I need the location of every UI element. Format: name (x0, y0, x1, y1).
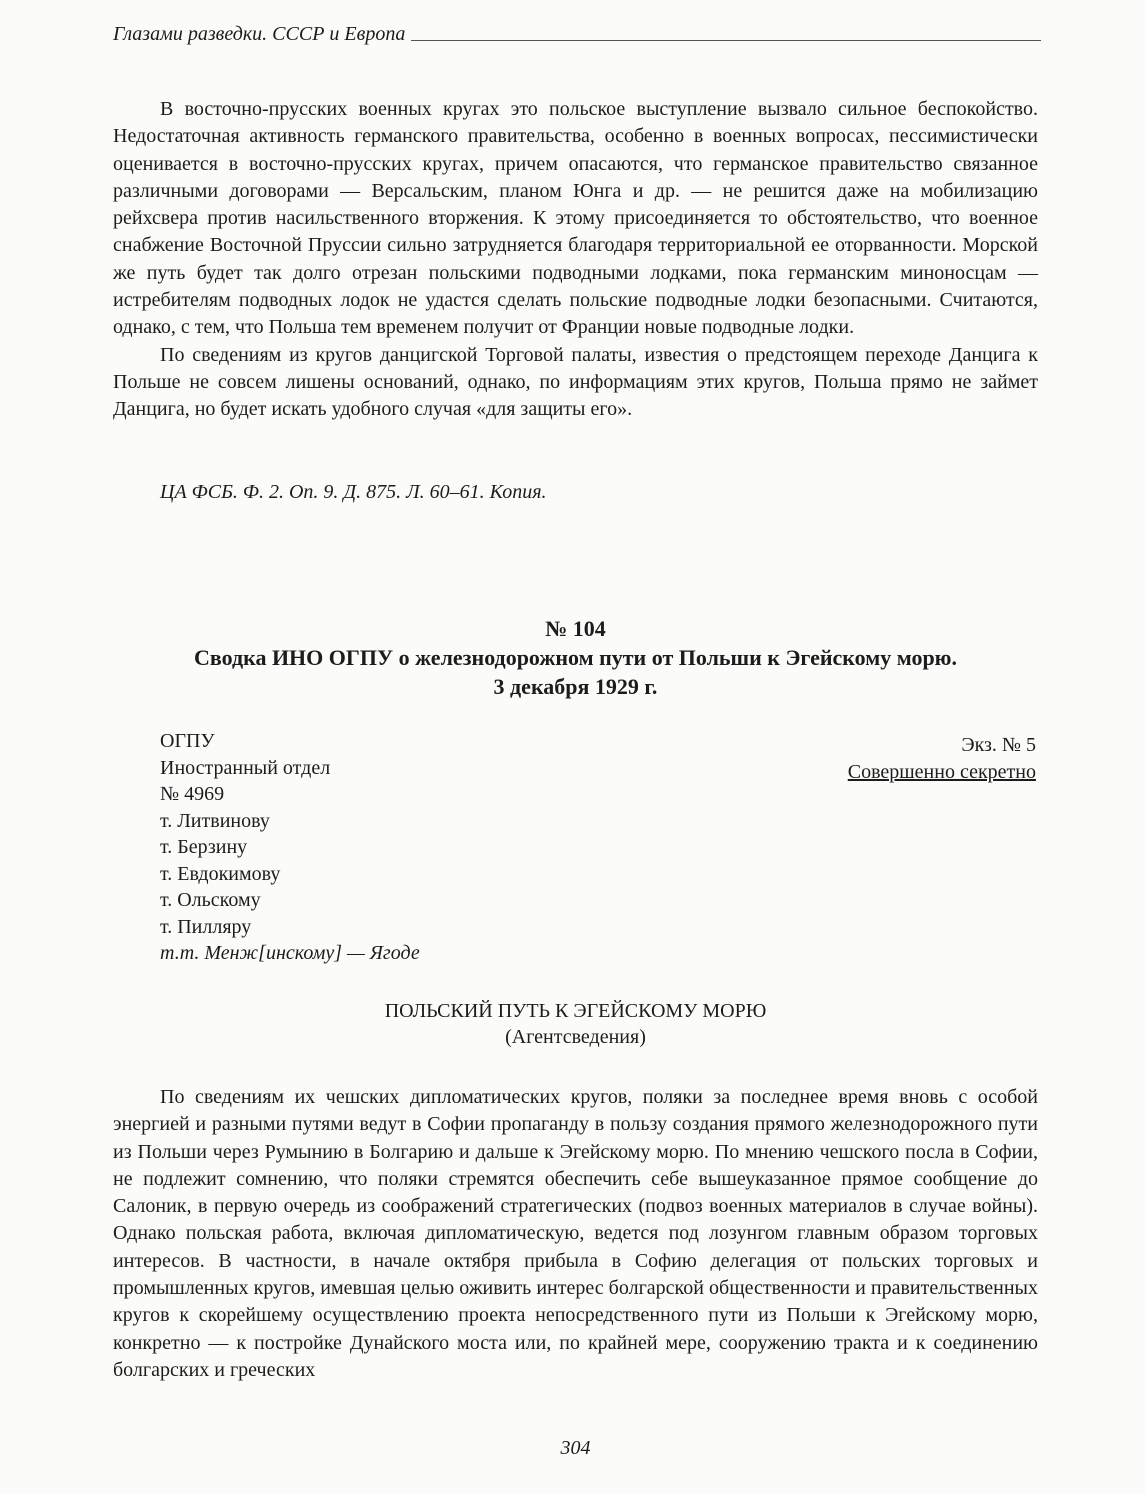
document-date: 3 декабря 1929 г. (493, 674, 658, 699)
department-name: Иностранный отдел (160, 756, 331, 779)
page-number: 304 (560, 1437, 591, 1459)
recipient: т. Литвинову (160, 809, 270, 832)
bottom-text-block (113, 1084, 1038, 1384)
recipient-italic: т.т. Менж[инскому] — Ягоде (160, 942, 420, 964)
section-heading (113, 998, 1038, 1050)
header-rule (411, 40, 1041, 41)
reference-number: № 4969 (160, 783, 225, 805)
document-heading (113, 614, 1038, 701)
paragraph: По сведениям их чешских дипломатических кругов, поляки за последнее время вновь с особой энергией и разными путями ведут в Софии пропаганду в пользу создания прямого железнодорожного пути из Польши через Румынию в Болгарию и дальше к Эгейскому морю. По мнению чешского посла в Софии, не подлежит сомнению, что поляки стремятся обеспечить себе вышеуказанное прямое сообщение до Салоник, в первую очередь из соображений стратегических (подвоз военных материалов в случае войны). Однако польская работа, включая дипломатическую, ведется под лозунгом главным образом торговых интересов. В частности, в начале октября прибыла в Софию делегация от польских торговых и промышленных кругов, имевшая целью оживить интерес болгарской общественности и правительственных кругов к скорейшему осуществлению проекта непосредственного пути из Польши к Эгейскому морю, конкретно — к постройке Дунайского моста или, по крайней мере, сооружению тракта и к соединению болгарских и греческих (113, 1086, 1038, 1381)
recipient: т. Берзину (160, 836, 248, 858)
recipient: т. Ольскому (160, 889, 261, 911)
archive-citation: ЦА ФСБ. Ф. 2. Оп. 9. Д. 875. Л. 60–61. Копия. (160, 481, 547, 503)
classification-block (848, 732, 1036, 785)
addressing-block (160, 728, 420, 967)
running-head (113, 22, 1041, 46)
copy-number: Экз. № 5 (961, 734, 1036, 756)
document-title: Сводка ИНО ОГПУ о железнодорожном пути от Польши к Эгейскому морю. (193, 645, 957, 670)
secrecy-stamp: Совершенно секретно (847, 760, 1036, 783)
paragraph: По сведениям из кругов данцигской Торговой палаты, известия о предстоящем переходе Данцига к Польше не совсем лишены оснований, однако, по информациям этих кругов, Польша прямо не займет Данцига, но будет искать удобного случая «для защиты его». (113, 343, 1038, 421)
section-title: ПОЛЬСКИЙ ПУТЬ К ЭГЕЙСКОМУ МОРЮ (384, 1000, 767, 1022)
section-subtitle: (Агентсведения) (505, 1026, 646, 1048)
top-text-block (113, 96, 1038, 424)
org-name: ОГПУ (160, 730, 215, 752)
recipient: т. Пилляру (160, 915, 252, 938)
running-title: Глазами разведки. СССР и Европа (113, 23, 406, 45)
paragraph: В восточно-прусских военных кругах это польское выступление вызвало сильное беспокойство. Недостаточная активность германского правительства, особенно в военных вопросах, пессимистически оценивается в восточно-прусских кругах, причем опасаются, что германское правительство связанное различными договорами — Версальским, планом Юнга и др. — не решится даже на мобилизацию рейхсвера против насильственного вторжения. К этому присоединяется то обстоятельство, что военное снабжение Восточной Пруссии сильно затрудняется благодаря территориальной ее оторванности. Морской же путь будет так долго отрезан польскими подводными лодками, пока германским миноносцам — истребителям подводных лодок не удастся сделать польские подводные лодки безопасными. Считаются, однако, с тем, что Польша тем временем получит от Франции новые подводные лодки. (113, 98, 1038, 339)
recipient: т. Евдокимову (160, 862, 281, 885)
document-number: № 104 (545, 616, 606, 641)
